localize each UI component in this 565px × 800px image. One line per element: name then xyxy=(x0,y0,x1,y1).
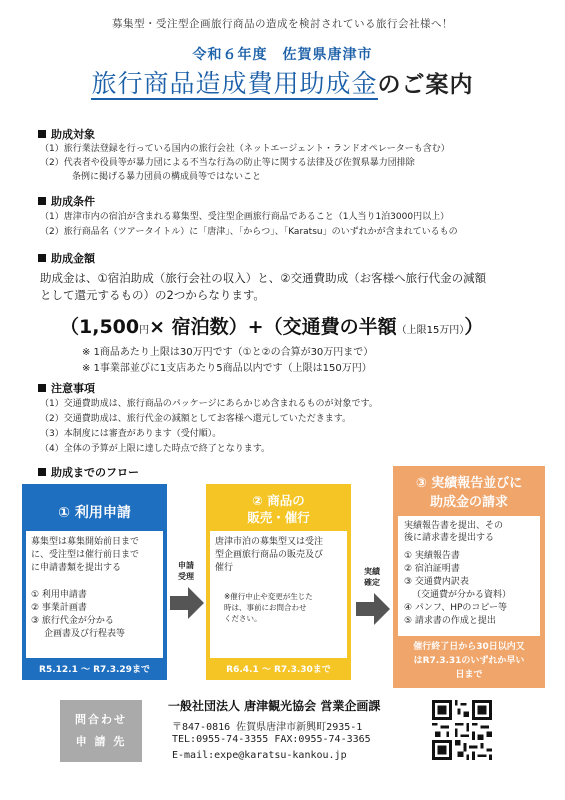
contact-badge xyxy=(60,700,142,762)
contact-email[interactable]: E-mail:expe@karatsu-kankou.jp xyxy=(172,750,347,761)
note-line: ※催行中止や変更が生じた xyxy=(224,592,313,601)
list-item: ① 利用申請書 xyxy=(31,590,87,600)
eligibility-line-1: （1）旅行業法登録を行っている国内の旅行会社（ネットエージェント・ランドオペレーターも含む） xyxy=(40,144,450,154)
heading-text: 助成対象 xyxy=(51,128,95,141)
desc-line: 実績報告書を提出、その xyxy=(404,521,504,531)
subtitle: 令和６年度 佐賀県唐津市 xyxy=(192,47,373,63)
list-item: ② 宿泊証明書 xyxy=(404,564,460,574)
contact-tel: TEL:0955-74-3355 FAX:0955-74-3365 xyxy=(172,734,371,745)
step-1-items xyxy=(31,589,125,641)
section-heading-amount xyxy=(38,250,95,266)
desc-line: 型企画旅行商品の販売及び xyxy=(215,550,324,560)
black-square-bullet-icon xyxy=(38,254,46,262)
list-item: ③ 旅行代金が分かる xyxy=(31,616,114,626)
step-1-title: ① 利用申請 xyxy=(58,505,131,521)
eligibility-line-2: （2）代表者や役員等が暴力団による不当な行為の防止等に関する法律及び佐賀県暴力団排除 xyxy=(40,158,415,168)
formula-part-b: × 宿泊数）+（交通費の半額 xyxy=(149,316,397,338)
arrow-label-line: 申請 xyxy=(178,561,194,570)
notes-line-3: （3）本制度には審査があります（受付順）。 xyxy=(40,429,222,439)
formula-part-a: （1,500 xyxy=(60,316,140,338)
heading-text: 助成までのフロー xyxy=(51,466,139,479)
amount-formula xyxy=(60,312,483,339)
qr-code-icon xyxy=(432,700,492,760)
title-line: ③ 実績報告並びに xyxy=(415,476,523,491)
black-square-bullet-icon xyxy=(38,197,46,205)
desc-line: に申請書類を提出する xyxy=(31,563,122,573)
contact-org: 一般社団法人 唐津観光協会 営業企画課 xyxy=(168,699,381,713)
desc-line: 後に請求書を提出する xyxy=(404,533,495,543)
step-2-title xyxy=(206,492,351,526)
heading-text: 注意事項 xyxy=(51,382,95,395)
list-item: 企画書及び行程表等 xyxy=(44,629,126,639)
desc-line: 催行 xyxy=(215,563,234,573)
arrow-label-line: 実績 xyxy=(364,567,380,576)
section-heading-conditions xyxy=(38,193,95,209)
amount-text-2: として還元するもの）の2つからなります。 xyxy=(40,288,265,302)
list-item: ② 事業計画書 xyxy=(31,603,87,613)
list-item: ① 実績報告書 xyxy=(404,551,460,561)
step-1-desc xyxy=(31,536,139,575)
intro-line: 募集型・受注型企画旅行商品の造成を検討されている旅行会社様へ！ xyxy=(112,18,453,30)
flow-step-3 xyxy=(393,466,545,688)
badge-line-2: 申 請 先 xyxy=(75,735,127,748)
amount-note-2: ※ 1事業部並びに1支店あたり5商品以内です（上限は150万円） xyxy=(82,363,372,374)
page-title xyxy=(0,64,565,100)
amount-note-1: ※ 1商品あたり上限は30万円です（①と②の合算が30万円まで） xyxy=(82,347,374,358)
section-heading-eligibility xyxy=(38,126,95,142)
arrow-2-label xyxy=(357,566,387,588)
eligibility-line-3: 条例に掲げる暴力団員の構成員等ではないこと xyxy=(72,172,262,182)
list-item: （交通費が分かる資料） xyxy=(412,590,512,600)
formula-part-c: ） xyxy=(464,316,484,338)
notes-line-2: （2）交通費助成は、旅行代金の減額としてお客様へ還元していただきます。 xyxy=(40,414,352,424)
arrow-label-line: 確定 xyxy=(364,578,380,587)
list-item: ③ 交通費内訳表 xyxy=(404,577,469,587)
step-2-period: R6.4.1 ～ R7.3.30まで xyxy=(226,665,331,675)
list-item: ⑤ 請求書の作成と提出 xyxy=(404,616,496,626)
heading-text: 助成条件 xyxy=(51,195,95,208)
flow-step-2 xyxy=(206,484,351,680)
badge-line-1: 問合わせ xyxy=(75,713,127,726)
formula-limit: （上限15万円） xyxy=(396,325,465,336)
step-2-note xyxy=(224,591,313,624)
right-arrow-icon xyxy=(356,593,390,625)
period-line: はR7.3.31のいずれか早い xyxy=(413,656,525,666)
desc-line: に、受注型は催行前日まで xyxy=(31,550,140,560)
step-3-items xyxy=(404,550,511,628)
black-square-bullet-icon xyxy=(38,384,46,392)
black-square-bullet-icon xyxy=(38,130,46,138)
step-1-period: R5.12.1 ～ R7.3.29まで xyxy=(39,665,150,675)
step-3-panel xyxy=(398,516,540,636)
title-suffix: のご案内 xyxy=(377,72,474,98)
contact-address: 〒847-0816 佐賀県唐津市新興町2935-1 xyxy=(172,722,363,733)
amount-text-1: 助成金は、①宿泊助成（旅行会社の収入）と、②交通費助成（お客様へ旅行代金の減額 xyxy=(40,271,487,285)
desc-line: 募集型は募集開始前日まで xyxy=(31,537,140,547)
heading-text: 助成金額 xyxy=(51,252,95,265)
right-arrow-icon xyxy=(170,587,204,619)
period-line: 日まで xyxy=(455,670,483,680)
arrow-1-label xyxy=(171,560,201,582)
formula-yen: 円 xyxy=(139,325,150,336)
title-line: 販売・催行 xyxy=(247,510,310,525)
list-item: ④ パンフ、HPのコピー等 xyxy=(404,603,508,613)
step-3-period xyxy=(393,640,545,682)
notes-line-4: （4）全体の予算が上限に達した時点で終了となります。 xyxy=(40,444,271,454)
arrow-label-line: 受理 xyxy=(178,572,194,581)
title-line: 助成金の請求 xyxy=(429,495,508,510)
title-main: 旅行商品造成費用助成金 xyxy=(91,69,378,98)
desc-line: 唐津市泊の募集型又は受注 xyxy=(215,537,324,547)
note-line: 時は、事前にお問合わせ xyxy=(224,603,307,612)
title-line: ② 商品の xyxy=(252,493,305,508)
period-line: 催行終了日から30日以内又 xyxy=(413,642,525,652)
step-3-desc xyxy=(404,520,503,544)
black-square-bullet-icon xyxy=(38,468,46,476)
section-heading-flow xyxy=(38,464,139,480)
step-3-title xyxy=(393,474,545,512)
section-heading-notes xyxy=(38,380,95,396)
notes-line-1: （1）交通費助成は、旅行商品のパッケージにあらかじめ含まれるものが対象です。 xyxy=(40,399,378,409)
conditions-line-1: （1）唐津市内の宿泊が含まれる募集型、受注型企画旅行商品であること（1人当り1泊3000円以上） xyxy=(40,212,450,222)
conditions-line-2: （2）旅行商品名（ツアータイトル）に「唐津」、「からつ」、「Karatsu」のいずれかが含まれているもの xyxy=(40,227,458,237)
step-1-panel xyxy=(26,531,163,658)
step-2-panel xyxy=(210,531,347,658)
step-2-desc xyxy=(215,536,323,575)
flow-step-1 xyxy=(22,484,167,680)
note-line: ください。 xyxy=(224,614,262,623)
